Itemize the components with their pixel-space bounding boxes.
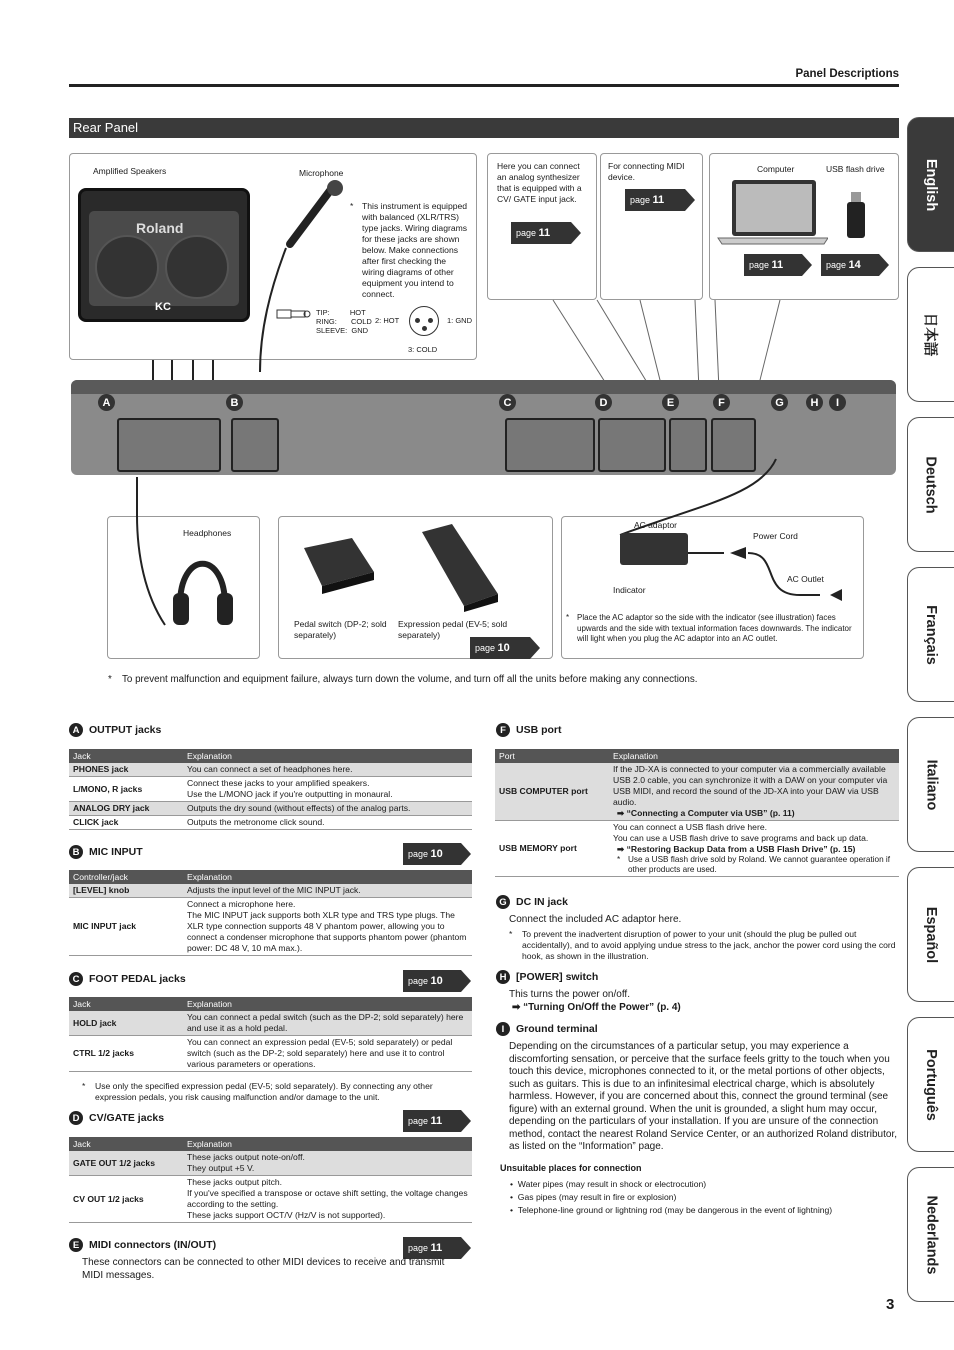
- callout-d: D: [595, 394, 612, 411]
- table-row: USB COMPUTER port If the JD-XA is connected to your computer via a commercially available USB 2.0 cable, you can synchronize it with a DAW on your computer via USB MIDI, and record the sound of the JD-XA into your DAW via USB audio. ➡ “Connecting a Computer via USB” (p. 11): [495, 763, 899, 821]
- usb-page-ref[interactable]: page 14: [821, 254, 879, 276]
- letter-g-icon: G: [496, 895, 510, 909]
- list-item: • Telephone-line ground or lightning rod (may be dangerous in the event of lightning): [510, 1205, 833, 1215]
- power-cord-label: Power Cord: [753, 531, 798, 541]
- ac-adaptor-label: AC adaptor: [634, 520, 677, 530]
- table-row: GATE OUT 1/2 jacks These jacks output note-on/off. They output +5 V.: [69, 1151, 472, 1176]
- ac-note: * Place the AC adaptor so the side with the indicator (see illustration) faces upwards and the side with textual information faces downwards. The indicator will light when you plug the AC adaptor into an AC outlet.: [566, 613, 852, 643]
- power-text: This turns the power on/off.: [509, 989, 630, 1000]
- section-band: Rear Panel: [69, 118, 899, 138]
- table-row: [LEVEL] knob Adjusts the input level of the MIC INPUT jack.: [69, 884, 472, 898]
- tab-italiano[interactable]: Italiano: [907, 717, 954, 852]
- unsuitable-heading: Unsuitable places for connection: [500, 1163, 642, 1173]
- section-e-heading: E MIDI connectors (IN/OUT): [69, 1238, 216, 1252]
- callout-g: G: [771, 394, 788, 411]
- letter-d-icon: D: [69, 1111, 83, 1125]
- expression-pedal-image: [412, 522, 502, 612]
- table-row: CV OUT 1/2 jacks These jacks output pitch. If you've specified a transpose or octave shift setting, the voltage changes according to the setting. These jacks support OCT/V (Hz/V is not supported).: [69, 1176, 472, 1223]
- section-d-heading: D CV/GATE jacks: [69, 1111, 164, 1125]
- tab-english[interactable]: English: [907, 117, 954, 252]
- foot-pedal-table: Jack Explanation HOLD jack You can connect a pedal switch (such as the DP-2; sold separately) here and use it as a hold pedal. CTRL 1/2 jacks You can connect an expression pedal (EV-5; sold separately) or pedal switch (such as the DP-2; sold separately) here and use it to control various parameters or operations.: [69, 997, 472, 1072]
- letter-i-icon: I: [496, 1022, 510, 1036]
- amplified-speakers-label: Amplified Speakers: [93, 166, 167, 176]
- pedal-switch-label: Pedal switch (DP-2; sold separately): [294, 619, 387, 640]
- cvgate-text: Here you can connect an analog synthesizer that is equipped with a CV/ GATE input jack.: [497, 161, 582, 204]
- callout-c: C: [499, 394, 516, 411]
- computer-label: Computer: [757, 164, 795, 174]
- callout-f: F: [713, 394, 730, 411]
- tab-japanese[interactable]: 日本語: [907, 267, 954, 402]
- cvgate-page-ref[interactable]: page 11: [511, 222, 571, 244]
- callout-h: H: [806, 394, 823, 411]
- tab-espanol[interactable]: Español: [907, 867, 954, 1002]
- midi-text: For connecting MIDI device.: [608, 161, 685, 182]
- table-row: L/MONO, R jacks Connect these jacks to your amplified speakers. Use the L/MONO jack if you're outputting in monaural.: [69, 777, 472, 802]
- midi-section-page-ref[interactable]: page 11: [403, 1237, 461, 1259]
- tab-portugues[interactable]: Português: [907, 1017, 954, 1152]
- tab-deutsch[interactable]: Deutsch: [907, 417, 954, 552]
- headphones-image: [125, 475, 235, 655]
- table-row: PHONES jack You can connect a set of headphones here.: [69, 763, 472, 777]
- midi-text-body: These connectors can be connected to other MIDI devices to receive and transmit MIDI messages.: [82, 1257, 445, 1281]
- running-header: Panel Descriptions: [795, 68, 899, 80]
- callout-e: E: [662, 394, 679, 411]
- amp-model: KC: [155, 301, 171, 313]
- letter-h-icon: H: [496, 970, 510, 984]
- table-row: CLICK jack Outputs the metronome click sound.: [69, 816, 472, 830]
- xlr-pin2: 2: HOT: [375, 316, 400, 325]
- tab-francais[interactable]: Français: [907, 567, 954, 702]
- mic-page-ref[interactable]: page 10: [403, 843, 461, 865]
- list-item: • Gas pipes (may result in fire or explosion): [510, 1192, 677, 1202]
- letter-a-icon: A: [69, 723, 83, 737]
- section-h-heading: H [POWER] switch: [496, 970, 598, 984]
- letter-b-icon: B: [69, 845, 83, 859]
- cvgate-section-page-ref[interactable]: page 11: [403, 1110, 461, 1132]
- mic-note: * This instrument is equipped with balanced (XLR/TRS) type jacks. Wiring diagrams for these jacks are shown below. Make connections after first checking the wiring diagrams of other equipment you intend to connect.: [350, 201, 468, 299]
- callout-i: I: [829, 394, 846, 411]
- table-row: MIC INPUT jack Connect a microphone here. The MIC INPUT jack supports both XLR type and TRS type plugs. The XLR type connection supports 48 V phantom power, allowing you to connect a condenser microphone that supports phantom power (phantom power: DC 48 V, 10 mA max.).: [69, 898, 472, 956]
- section-f-heading: F USB port: [496, 723, 562, 737]
- usb-memory-ref: ➡ “Restoring Backup Data from a USB Flash Drive” (p. 15): [617, 844, 856, 854]
- xlr-pin1: 1: GND: [447, 316, 473, 325]
- tab-nederlands[interactable]: Nederlands: [907, 1167, 954, 1302]
- usb-port-table: Port Explanation USB COMPUTER port If the JD-XA is connected to your computer via a commercially available USB 2.0 cable, you can synchronize it with a DAW on your computer via USB MIDI, and record the sound of the JD-XA into your DAW via USB audio. ➡ “Connecting a Computer via USB” (p. 11) USB MEMORY port You can connect a USB flash drive here. You can use a USB flash drive to save programs and back up data. ➡ “Restoring Backup Data from a USB Flash Drive” (p. 15) * Use a USB flash drive sold by Roland. We cannot guarantee operation if other products are used.: [495, 749, 899, 877]
- power-ref[interactable]: ➡ “Turning On/Off the Power” (p. 4): [512, 1002, 681, 1013]
- callout-b: B: [226, 394, 243, 411]
- expression-pedal-label: Expression pedal (EV-5; sold separately): [398, 619, 508, 640]
- dcin-note: * To prevent the inadvertent disruption of power to your unit (should the plug be pulled out accidentally), and to avoid applying undue stress to the jack, anchor the power cord using the cord hook, as shown in the illustration.: [509, 929, 896, 961]
- xlr-pin3: 3: COLD: [408, 345, 438, 354]
- section-b-heading: B MIC INPUT: [69, 845, 143, 859]
- indicator-label: Indicator: [613, 585, 646, 595]
- microphone-label: Microphone: [299, 168, 344, 178]
- trs-wiring: TIP: HOT RING: COLD SLEEVE: GND: [316, 308, 372, 335]
- mic-input-table: Controller/jack Explanation [LEVEL] knob Adjusts the input level of the MIC INPUT jack. MIC INPUT jack Connect a microphone here. The MIC INPUT jack supports both XLR type and TRS type plugs. The XLR type connection supports 48 V phantom power, allowing you to connect a condenser microphone that supports phantom power (phantom power: DC 48 V, 10 mA max.).: [69, 870, 472, 956]
- usb-drive-label: USB flash drive: [826, 164, 885, 174]
- footpedal-page-ref[interactable]: page 10: [403, 970, 461, 992]
- letter-c-icon: C: [69, 972, 83, 986]
- usb-computer-ref: ➡ “Connecting a Computer via USB” (p. 11): [617, 808, 795, 818]
- table-row: HOLD jack You can connect a pedal switch (such as the DP-2; sold separately) here and use it as a hold pedal.: [69, 1011, 472, 1036]
- section-g-heading: G DC IN jack: [496, 895, 568, 909]
- table-row: CTRL 1/2 jacks You can connect an expression pedal (EV-5; sold separately) or pedal switch (such as the DP-2; sold separately) here and use it to control various parameters or operations.: [69, 1036, 472, 1072]
- headphones-label: Headphones: [183, 528, 232, 538]
- dcin-text: Connect the included AC adaptor here.: [509, 914, 682, 925]
- arrow-right-icon: ➡: [617, 844, 627, 854]
- ac-outlet-label: AC Outlet: [787, 574, 824, 584]
- amp-brand: Roland: [136, 220, 184, 236]
- output-jacks-table: Jack Explanation PHONES jack You can connect a set of headphones here. L/MONO, R jacks Connect these jacks to your amplified speakers. Use the L/MONO jack if you're outputting in monaural. ANALOG DRY jack Outputs the dry sound (without effects) of the analog parts. CLICK jack Outputs the metronome click sound.: [69, 749, 472, 830]
- ground-text: Depending on the circumstances of a particular setup, you may experience a discomforting sensation, or perceive that the surface feels gritty to the touch when you touch this device, microphones connected to it, or the metal portions of other objects, such as guitars. This is due to an infinitesimal electrical charge, which is absolutely harmless. However, if you are concerned about this, connect the ground terminal (see figure) with an external ground. When the unit is grounded, a slight hum may occur, depending on the particulars of your installation. If you are unsure of the connection method, contact the nearest Roland Service Center, or an authorized Roland distributor, as listed on the “Information” page.: [509, 1041, 898, 1152]
- section-a-heading: A OUTPUT jacks: [69, 723, 161, 737]
- callout-a: A: [98, 394, 115, 411]
- page-number: 3: [886, 1296, 895, 1313]
- usb-memory-note: * Use a USB flash drive sold by Roland. We cannot guarantee operation if other products are used.: [617, 855, 890, 874]
- letter-f-icon: F: [496, 723, 510, 737]
- list-item: • Water pipes (may result in shock or electrocution): [510, 1179, 707, 1189]
- warning-note: * To prevent malfunction and equipment failure, always turn down the volume, and turn off all the units before making any connections.: [108, 674, 698, 685]
- section-c-heading: C FOOT PEDAL jacks: [69, 972, 186, 986]
- arrow-right-icon: ➡: [617, 808, 627, 818]
- pedal-switch-image: [298, 528, 378, 598]
- output-jacks-panel: [117, 418, 221, 472]
- table-row: ANALOG DRY jack Outputs the dry sound (without effects) of the analog parts.: [69, 802, 472, 816]
- computer-page-ref[interactable]: page 11: [744, 254, 802, 276]
- letter-e-icon: E: [69, 1238, 83, 1252]
- section-i-heading: I Ground terminal: [496, 1022, 598, 1036]
- cvgate-table: Jack Explanation GATE OUT 1/2 jacks These jacks output note-on/off. They output +5 V. CV OUT 1/2 jacks These jacks output pitch. If you've specified a transpose or octave shift setting, the voltage changes according to the setting. These jacks support OCT/V (Hz/V is not supported).: [69, 1137, 472, 1223]
- pedal-page-ref[interactable]: page 10: [470, 637, 530, 659]
- mic-input-panel: [231, 418, 279, 472]
- unsuitable-list: [510, 1178, 895, 1217]
- foot-pedal-note: * Use only the specified expression pedal (EV-5; sold separately). By connecting any other expression pedals, you risk causing malfunction and/or damage to the unit.: [82, 1081, 433, 1102]
- midi-page-ref[interactable]: page 11: [625, 189, 685, 211]
- arrow-right-icon: ➡: [512, 1002, 524, 1013]
- table-row: USB MEMORY port You can connect a USB flash drive here. You can use a USB flash drive to save programs and back up data. ➡ “Restoring Backup Data from a USB Flash Drive” (p. 15) * Use a USB flash drive sold by Roland. We cannot guarantee operation if other products are used.: [495, 821, 899, 877]
